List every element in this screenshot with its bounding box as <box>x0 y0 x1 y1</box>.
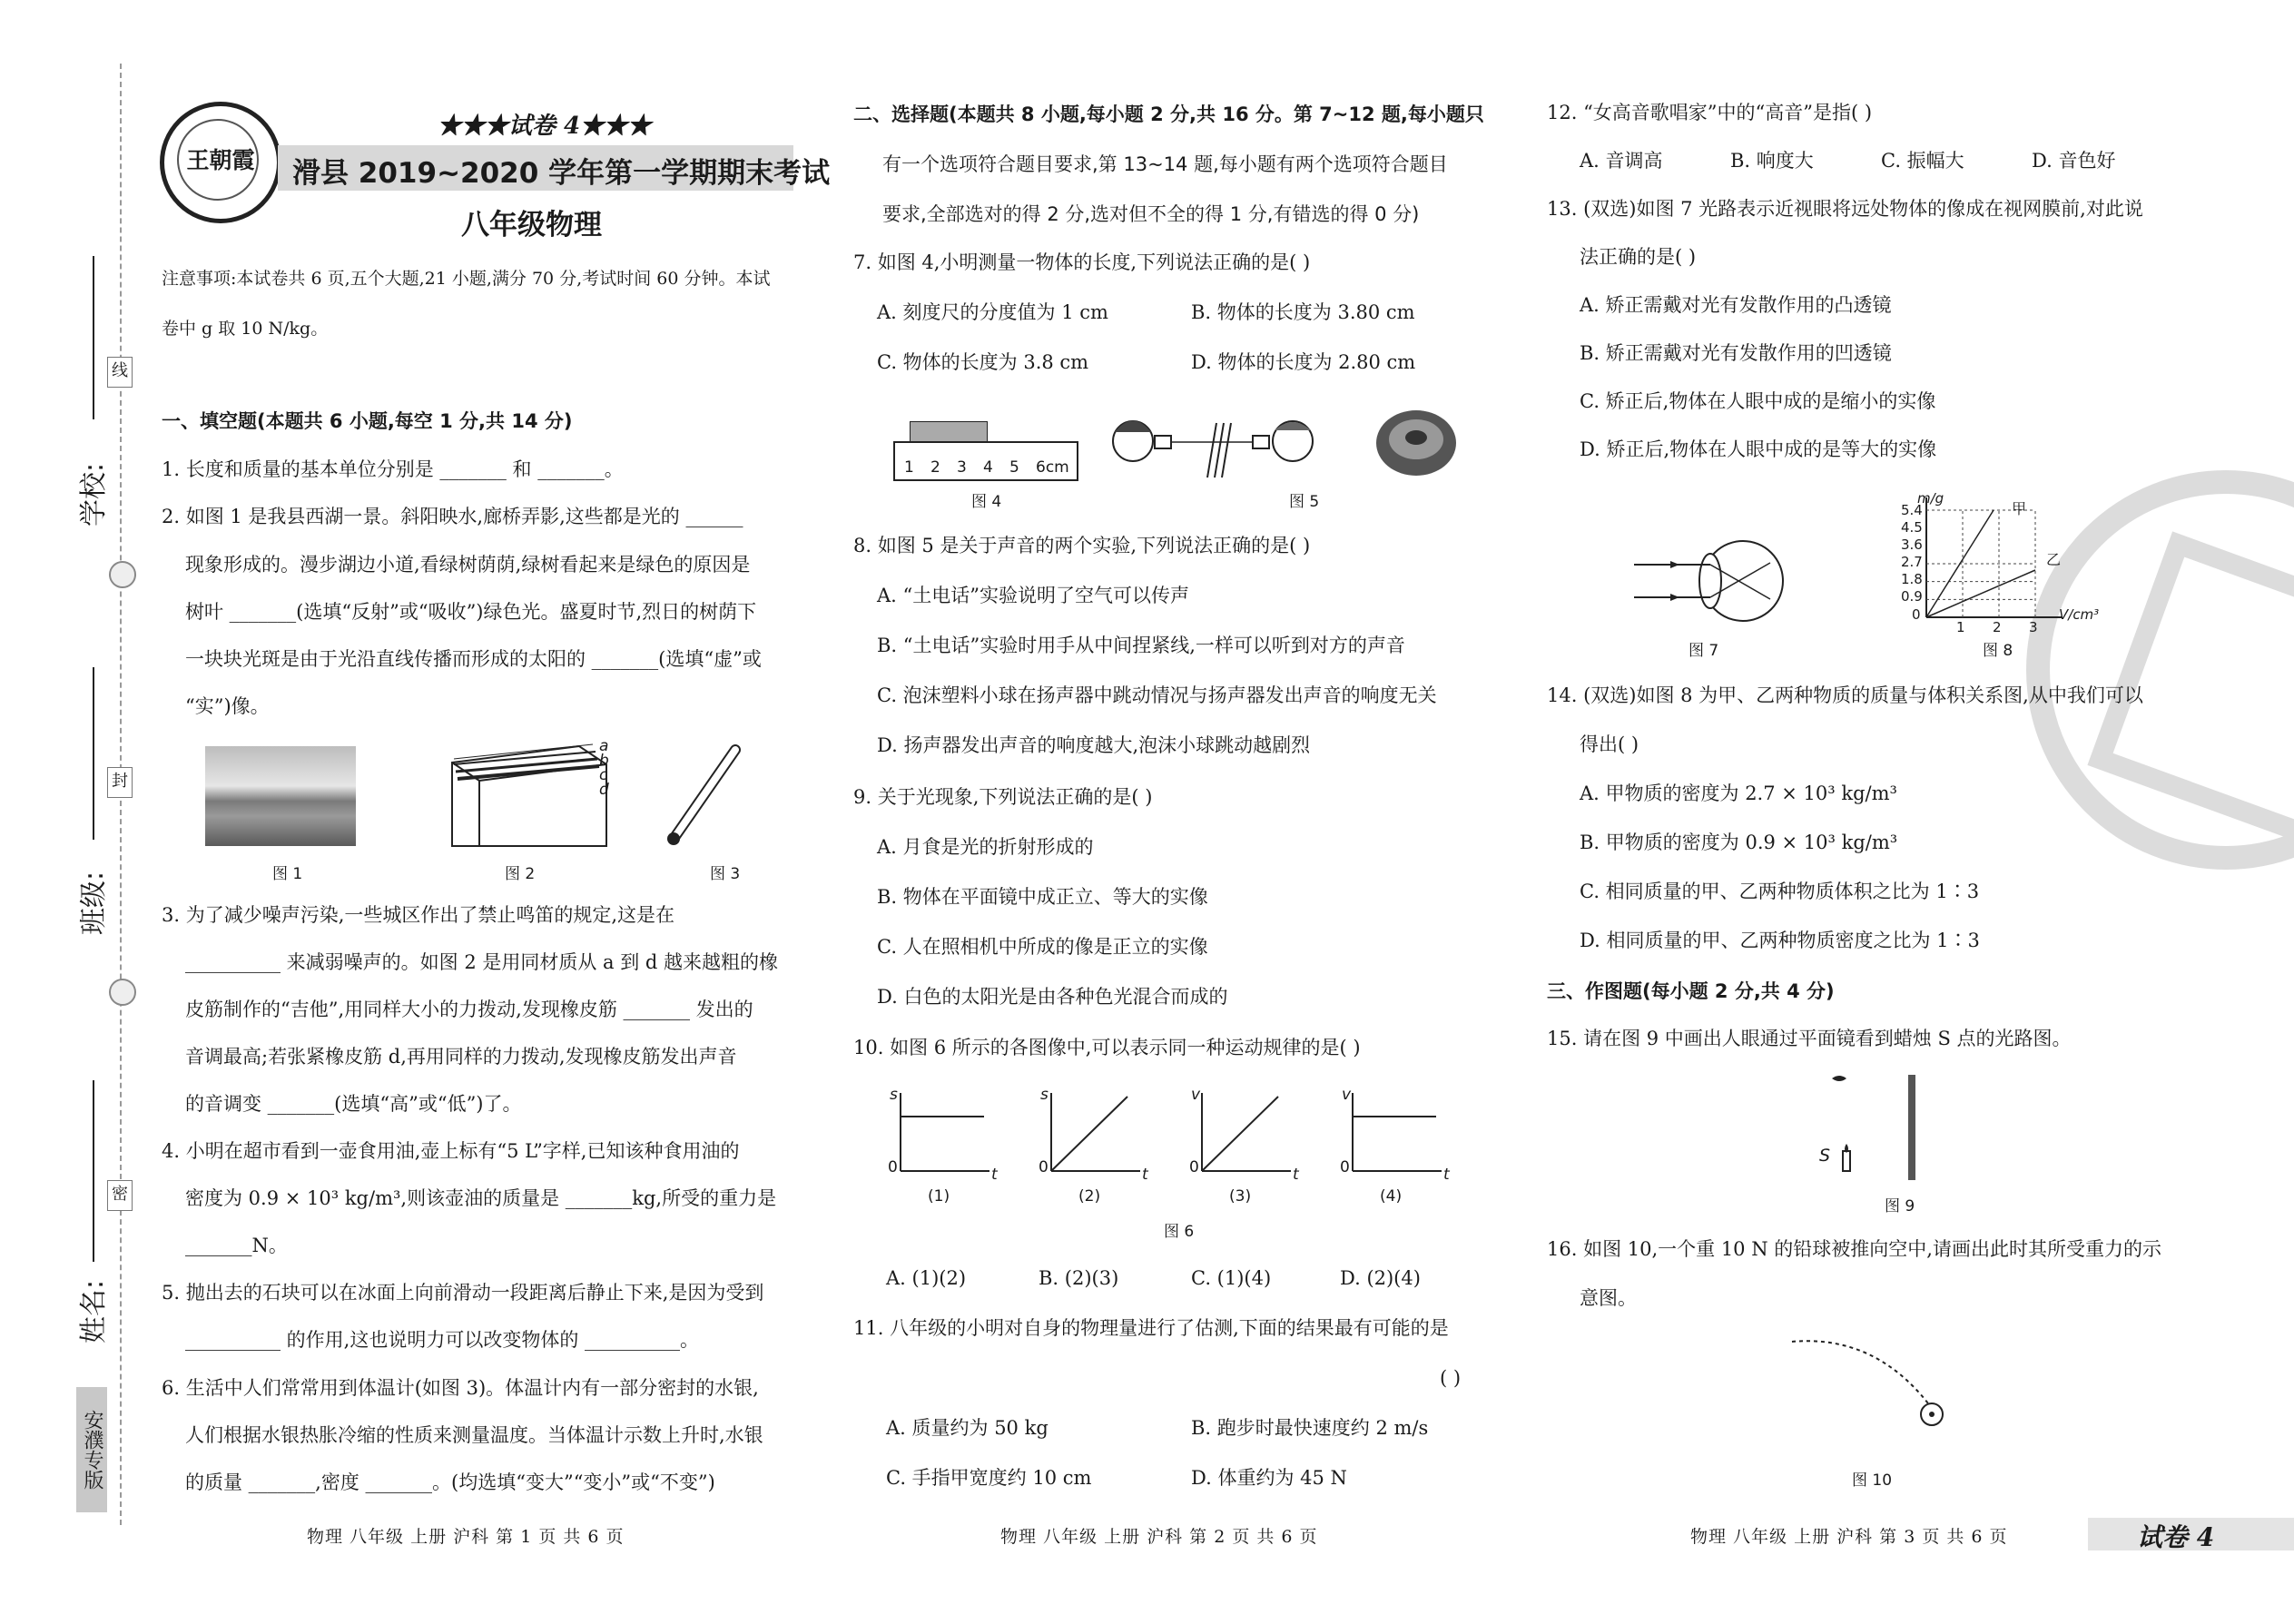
question-3-line: 的音调变 _______(选填“高”或“低”)了。 <box>185 1093 522 1115</box>
question-8-option-d: D. 扬声器发出声音的响度越大,泡沫小球跳动越剧烈 <box>877 734 1311 756</box>
question-7-option-a: A. 刻度尺的分度值为 1 cm <box>877 301 1108 323</box>
question-3-line: __________ 来减弱噪声的。如图 2 是用同材质从 a 到 d 越来越粗的橡 <box>185 951 779 973</box>
page-footer-3: 物理 八年级 上册 沪科 第 3 页 共 6 页 <box>1690 1527 2008 1547</box>
question-14-option-c: C. 相同质量的甲、乙两种物质体积之比为 1∶3 <box>1580 881 1980 902</box>
graph-3-number: (3) <box>1229 1187 1252 1206</box>
question-8-option-c: C. 泡沫塑料小球在扬声器中跳动情况与扬声器发出声音的响度无关 <box>877 684 1437 706</box>
question-13-option-b: B. 矫正需戴对光有发散作用的凹透镜 <box>1580 342 1892 364</box>
ruler-tick: 2 <box>930 458 940 477</box>
question-6-line: 的质量 _______,密度 _______。(均选填“变大”“变小”或“不变”) <box>185 1471 715 1493</box>
question-14-line: 得出( ) <box>1580 733 1639 755</box>
paper-tag: ★★★试卷 4★★★ <box>438 113 652 140</box>
chart-y-tick: 4.5 <box>1901 519 1923 536</box>
chart-y-tick: 5.4 <box>1901 502 1923 518</box>
graph-4-y-label: v <box>1342 1086 1352 1104</box>
chart-y-tick: 1.8 <box>1901 571 1923 587</box>
question-9-option-c: C. 人在照相机中所成的像是正立的实像 <box>877 936 1208 958</box>
question-6-line: 人们根据水银热胀冷缩的性质来测量温度。当体温计示数上升时,水银 <box>185 1424 763 1446</box>
chart-y-tick: 0 <box>1912 606 1921 623</box>
candle-icon <box>1843 1151 1850 1171</box>
figure-3-caption: 图 3 <box>710 865 741 883</box>
question-12-option-c: C. 振幅大 <box>1881 150 1964 172</box>
series-yi-line <box>1926 570 2035 617</box>
question-14-option-d: D. 相同质量的甲、乙两种物质密度之比为 1∶3 <box>1580 930 1980 951</box>
figure-1-photo <box>205 746 356 846</box>
question-2-line: 现象形成的。漫步湖边小道,看绿树荫荫,绿树看起来是绿色的原因是 <box>185 554 751 576</box>
figure-9-mirror-candle <box>1819 1071 1928 1184</box>
question-6-line: 6. 生活中人们常常用到体温计(如图 3)。体温计内有一部分密封的水银, <box>162 1377 759 1399</box>
graph-4-number: (4) <box>1380 1187 1403 1206</box>
section-2-title-line: 二、选择题(本题共 8 小题,每小题 2 分,共 16 分。第 7~12 题,每小题只 <box>853 103 1484 125</box>
question-11-option-d: D. 体重约为 45 N <box>1191 1467 1347 1489</box>
question-7-option-d: D. 物体的长度为 2.80 cm <box>1191 351 1416 373</box>
question-3-line: 音调最高;若张紧橡皮筋 d,再用同样的力拨动,发现橡皮筋发出声音 <box>185 1046 737 1068</box>
question-4-line: _______N。 <box>185 1235 288 1256</box>
figure-2-label-c: c <box>599 766 608 784</box>
page-footer-2: 物理 八年级 上册 沪科 第 2 页 共 6 页 <box>1000 1527 1318 1547</box>
binding-hole <box>109 561 136 588</box>
graph-1-x-label: t <box>991 1166 998 1184</box>
figure-1-caption: 图 1 <box>272 865 303 883</box>
figure-3-thermometer <box>663 743 744 851</box>
figure-10-shot-put-trajectory <box>1783 1331 1964 1431</box>
question-13-line: 13. (双选)如图 7 光路表示近视眼将远处物体的像成在视网膜前,对此说 <box>1547 198 2143 220</box>
question-1: 1. 长度和质量的基本单位分别是 _______ 和 _______。 <box>162 458 624 480</box>
graph-3-x-label: t <box>1293 1166 1299 1184</box>
figure-6-motion-graphs <box>871 1080 1489 1189</box>
graph-2-x-label: t <box>1142 1166 1148 1184</box>
ruler-tick: 3 <box>957 458 967 477</box>
seal-char-mi: 密 <box>107 1180 133 1211</box>
question-3-line: 皮筋制作的“吉他”,用同样大小的力拨动,发现橡皮筋 _______ 发出的 <box>185 999 753 1020</box>
graph-2 <box>1051 1093 1140 1171</box>
edition-badge: 安濮专版 <box>76 1387 107 1512</box>
chart-x-tick: 2 <box>1993 619 2002 635</box>
figure-2-rubber-band-guitar <box>443 735 615 853</box>
question-9: 9. 关于光现象,下列说法正确的是( ) <box>853 786 1153 808</box>
graph-3 <box>1202 1093 1291 1171</box>
class-label: 班级: <box>78 871 110 935</box>
page-title: 滑县 2019~2020 学年第一学期期末考试 <box>292 157 831 190</box>
question-11-option-b: B. 跑步时最快速度约 2 m/s <box>1191 1417 1429 1439</box>
section-2-title-line: 有一个选项符合题目要求,第 13~14 题,每小题有两个选项符合题目 <box>882 153 1448 175</box>
question-3-line: 3. 为了减少噪声污染,一些城区作出了禁止鸣笛的规定,这是在 <box>162 904 675 926</box>
question-16-line: 16. 如图 10,一个重 10 N 的铅球被推向空中,请画出此时其所受重力的示 <box>1547 1238 2161 1260</box>
graph-2-origin: 0 <box>1039 1158 1049 1176</box>
question-12: 12. “女高音歌唱家”中的“高音”是指( ) <box>1547 102 1873 123</box>
chart-x-label: V/cm³ <box>2059 606 2100 623</box>
chart-y-tick: 3.6 <box>1901 536 1923 553</box>
section-2-title-line: 要求,全部选对的得 2 分,选对但不全的得 1 分,有错选的得 0 分) <box>882 203 1420 225</box>
figure-8-caption: 图 8 <box>1983 642 2013 660</box>
question-14-line: 14. (双选)如图 8 为甲、乙两种物质的质量与体积关系图,从中我们可以 <box>1547 684 2143 706</box>
graph-3-y-label: v <box>1191 1086 1201 1104</box>
question-4-line: 密度为 0.9 × 10³ kg/m³,则该壶油的质量是 _______kg,所受的重力是 <box>185 1187 777 1209</box>
ruler-tick: 6cm <box>1036 458 1069 477</box>
series-yi-label: 乙 <box>2046 551 2062 568</box>
ruler-tick: 1 <box>904 458 914 477</box>
question-13-option-c: C. 矫正后,物体在人眼中成的是缩小的实像 <box>1580 390 1936 412</box>
question-8-option-b: B. “土电话”实验时用手从中间捏紧线,一样可以听到对方的声音 <box>877 635 1405 656</box>
footer-paper-tag: 试卷 4 <box>2137 1522 2215 1552</box>
question-7: 7. 如图 4,小明测量一物体的长度,下列说法正确的是( ) <box>853 251 1311 273</box>
question-5-line: __________ 的作用,这也说明力可以改变物体的 __________。 <box>185 1329 700 1351</box>
notice-line-2: 卷中 g 取 10 N/kg。 <box>162 319 329 339</box>
question-10: 10. 如图 6 所示的各图像中,可以表示同一种运动规律的是( ) <box>853 1037 1361 1058</box>
question-11-answer-paren: ( ) <box>1440 1367 1462 1389</box>
graph-4-origin: 0 <box>1340 1158 1350 1176</box>
graph-2-y-label: s <box>1040 1086 1049 1104</box>
question-10-option-a: A. (1)(2) <box>886 1267 967 1289</box>
question-10-option-b: B. (2)(3) <box>1039 1267 1119 1289</box>
question-13-line: 法正确的是( ) <box>1580 246 1697 268</box>
figure-6-caption: 图 6 <box>1164 1223 1195 1241</box>
seal-char-feng: 封 <box>107 767 133 798</box>
question-13-option-d: D. 矫正后,物体在人眼中成的是等大的实像 <box>1580 438 1937 460</box>
ruler-tick: 4 <box>983 458 993 477</box>
name-label: 姓名: <box>78 1279 110 1343</box>
chart-x-tick: 1 <box>1956 619 1965 635</box>
graph-3-origin: 0 <box>1189 1158 1199 1176</box>
notice-line-1: 注意事项:本试卷共 6 页,五个大题,21 小题,满分 70 分,考试时间 60 分钟。本试 <box>162 269 771 289</box>
question-11-option-a: A. 质量约为 50 kg <box>886 1417 1049 1439</box>
figure-7-myopia-eye <box>1634 532 1797 632</box>
graph-4-x-label: t <box>1443 1166 1450 1184</box>
figure-2-label-a: a <box>599 737 609 755</box>
section-1-title: 一、填空题(本题共 6 小题,每空 1 分,共 14 分) <box>162 410 573 432</box>
name-line <box>93 1080 94 1262</box>
question-13-option-a: A. 矫正需戴对光有发散作用的凸透镜 <box>1580 294 1892 316</box>
figure-2-caption: 图 2 <box>505 865 536 883</box>
question-2-line: 树叶 _______(选填“反射”或“吸收”)绿色光。盛夏时节,烈日的树荫下 <box>185 601 757 623</box>
figure-5-caption: 图 5 <box>1289 493 1320 511</box>
question-9-option-b: B. 物体在平面镜中成正立、等大的实像 <box>877 886 1208 908</box>
logo <box>160 102 281 223</box>
graph-1-origin: 0 <box>888 1158 898 1176</box>
question-8: 8. 如图 5 是关于声音的两个实验,下列说法正确的是( ) <box>853 535 1311 556</box>
eye-icon <box>1832 1076 1846 1081</box>
question-15: 15. 请在图 9 中画出人眼通过平面镜看到蜡烛 S 点的光路图。 <box>1547 1028 2072 1049</box>
question-11: 11. 八年级的小明对自身的物理量进行了估测,下面的结果最有可能的是 <box>853 1317 1449 1339</box>
figure-5-sound-experiments <box>1108 405 1458 487</box>
question-2-line: “实”)像。 <box>185 695 270 717</box>
chart-y-tick: 0.9 <box>1901 588 1923 605</box>
question-4-line: 4. 小明在超市看到一壶食用油,壶上标有“5 L”字样,已知该种食用油的 <box>162 1140 740 1162</box>
question-8-option-a: A. “土电话”实验说明了空气可以传声 <box>877 585 1189 606</box>
graph-1-number: (1) <box>928 1187 950 1206</box>
question-2-line: 一块块光斑是由于光沿直线传播而形成的太阳的 _______(选填“虚”或 <box>185 648 762 670</box>
question-7-option-c: C. 物体的长度为 3.8 cm <box>877 351 1089 373</box>
figure-9-point-s: S <box>1819 1146 1831 1166</box>
logo-text: 王朝霞 <box>186 147 255 173</box>
figure-7-caption: 图 7 <box>1689 642 1719 660</box>
figure-2-label-d: d <box>599 781 609 799</box>
figure-9-caption: 图 9 <box>1885 1197 1915 1216</box>
page-footer-1: 物理 八年级 上册 沪科 第 1 页 共 6 页 <box>307 1527 625 1547</box>
graph-1 <box>901 1093 989 1171</box>
graph-2-number: (2) <box>1078 1187 1101 1206</box>
ruler-tick: 5 <box>1009 458 1019 477</box>
figure-4-caption: 图 4 <box>971 493 1002 511</box>
class-line <box>93 667 94 840</box>
question-16-line: 意图。 <box>1580 1287 1637 1309</box>
measured-object <box>910 421 988 443</box>
question-14-option-b: B. 甲物质的密度为 0.9 × 10³ kg/m³ <box>1580 832 1898 853</box>
question-10-option-d: D. (2)(4) <box>1340 1267 1421 1289</box>
chart-x-tick: 3 <box>2029 619 2038 635</box>
question-7-option-b: B. 物体的长度为 3.80 cm <box>1191 301 1415 323</box>
question-10-option-c: C. (1)(4) <box>1191 1267 1272 1289</box>
school-label: 学校: <box>78 462 110 527</box>
question-12-option-b: B. 响度大 <box>1730 150 1814 172</box>
section-3-title: 三、作图题(每小题 2 分,共 4 分) <box>1547 980 1835 1002</box>
binding-hole <box>109 979 136 1006</box>
question-5-line: 5. 抛出去的石块可以在冰面上向前滑动一段距离后静止下来,是因为受到 <box>162 1282 764 1304</box>
figure-10-caption: 图 10 <box>1852 1471 1893 1490</box>
question-9-option-a: A. 月食是光的折射形成的 <box>877 836 1094 858</box>
chart-y-tick: 2.7 <box>1901 554 1923 570</box>
series-jia-label: 甲 <box>2012 500 2027 517</box>
question-9-option-d: D. 白色的太阳光是由各种色光混合而成的 <box>877 986 1228 1008</box>
school-line <box>93 256 94 419</box>
question-2-line: 2. 如图 1 是我县西湖一景。斜阳映水,廊桥弄影,这些都是光的 ______ <box>162 506 743 527</box>
question-12-option-a: A. 音调高 <box>1580 150 1663 172</box>
question-12-option-d: D. 音色好 <box>2032 150 2116 172</box>
page-subtitle: 八年级物理 <box>461 209 602 241</box>
graph-4 <box>1353 1093 1442 1171</box>
question-11-option-c: C. 手指甲宽度约 10 cm <box>886 1467 1092 1489</box>
question-14-option-a: A. 甲物质的密度为 2.7 × 10³ kg/m³ <box>1580 782 1897 804</box>
figure-2-label-b: b <box>599 752 609 770</box>
seal-char-xian: 线 <box>107 357 133 388</box>
chart-y-label: m/g <box>1917 490 1944 507</box>
graph-1-y-label: s <box>890 1086 898 1104</box>
